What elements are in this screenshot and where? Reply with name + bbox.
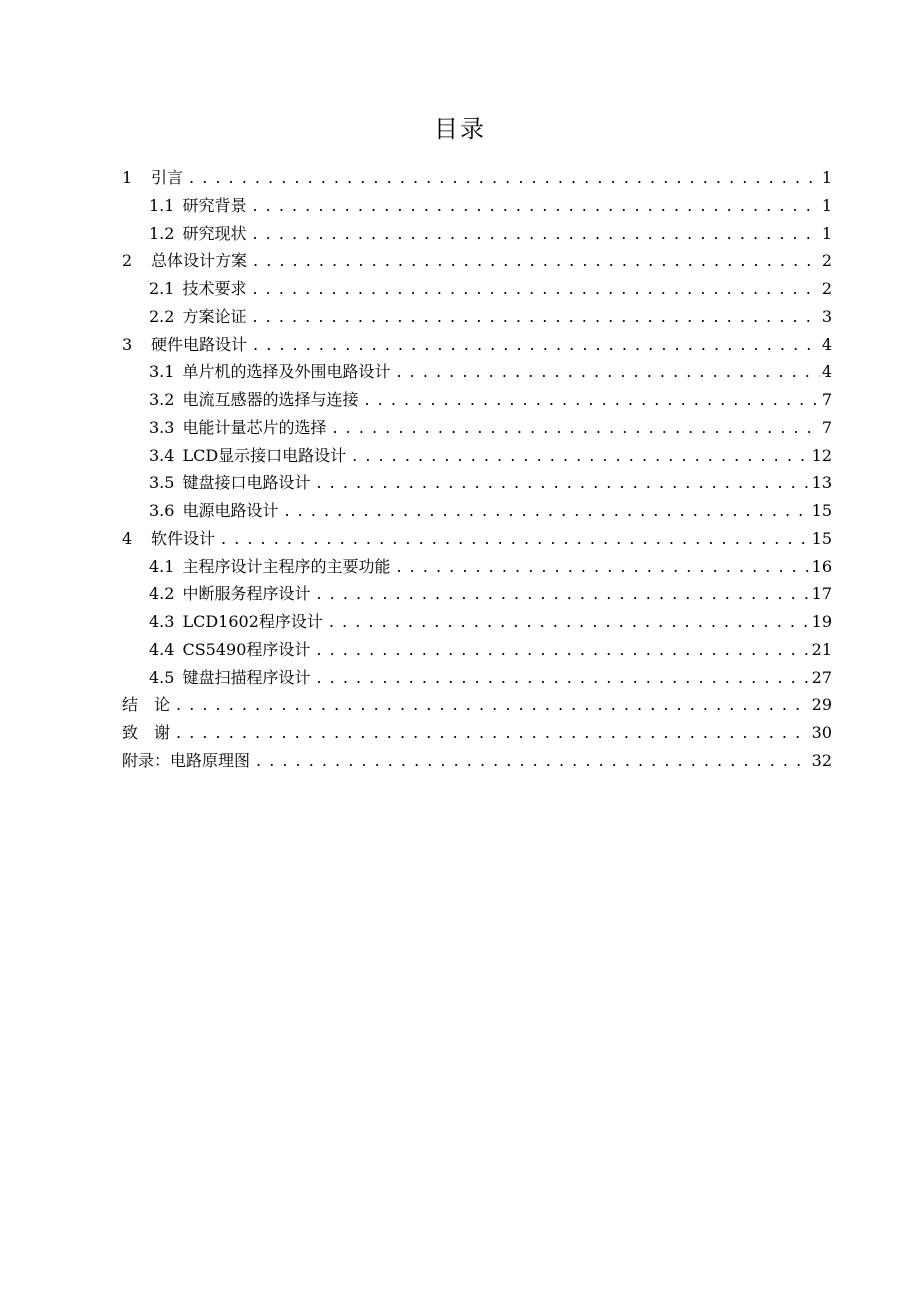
toc-entry[interactable]: [122, 636, 832, 664]
toc-entry-label: 单片机的选择及外围电路设计: [182, 362, 391, 382]
toc-entry-page-number: 7: [821, 417, 832, 437]
toc-entry-number: 2.1: [149, 279, 175, 298]
toc-entry-label: 附录：电路原理图: [122, 750, 251, 770]
toc-entry-page-number: 21: [811, 639, 832, 659]
toc-entry-number: 4.3: [149, 612, 175, 631]
toc-entry-number: 4.5: [149, 667, 175, 687]
toc-dot-leader: [252, 192, 819, 220]
toc-entry-number: 2: [122, 251, 133, 271]
toc-dot-leader: [332, 414, 819, 442]
toc-entry-label: 主程序设计主程序的主要功能: [182, 556, 391, 576]
toc-entry-page-number: 27: [811, 667, 832, 687]
toc-entry-label: 硬件电路设计: [151, 334, 248, 354]
toc-entry-label: LCD显示接口电路设计: [182, 445, 347, 465]
toc-entry-label: 键盘接口电路设计: [182, 473, 311, 493]
toc-entry[interactable]: [122, 719, 832, 747]
toc-entry-page-number: 13: [811, 473, 832, 493]
toc-entry-label: 键盘扫描程序设计: [182, 667, 311, 687]
toc-entry-label: 技术要求: [182, 279, 247, 298]
toc-title: 目录: [434, 115, 486, 143]
toc-dot-leader: [396, 358, 819, 386]
toc-entry-number: 3.3: [149, 417, 175, 437]
toc-entry[interactable]: [122, 275, 832, 303]
toc-entry-number: 3: [122, 334, 133, 354]
toc-entry-label: 总体设计方案: [151, 251, 248, 271]
toc-entry-number: 3.2: [149, 390, 175, 409]
toc-dot-leader: [352, 442, 809, 470]
toc-entry-label: 电源电路设计: [182, 501, 279, 520]
toc-entry-label: 方案论证: [182, 306, 247, 326]
toc-entry-label: 引言: [151, 168, 184, 187]
toc-entry-number: 3.1: [149, 362, 175, 382]
toc-entry[interactable]: [122, 497, 832, 525]
toc-entry-page-number: 17: [811, 584, 832, 604]
toc-dot-leader: [256, 747, 810, 775]
toc-entry-page-number: 15: [811, 528, 832, 548]
toc-dot-leader: [253, 331, 820, 359]
toc-dot-leader: [221, 525, 810, 553]
toc-entry-number: 2.2: [149, 306, 175, 326]
toc-dot-leader: [316, 664, 809, 692]
toc-entry-page-number: 2: [821, 251, 832, 271]
toc-entry-label: 致 谢: [122, 723, 171, 742]
toc-entry[interactable]: [122, 664, 832, 692]
toc-entry-page-number: 4: [821, 362, 832, 382]
toc-entry-page-number: 4: [821, 334, 832, 354]
toc-entry-number: 1: [122, 168, 133, 187]
toc-entry-page-number: 12: [811, 445, 832, 465]
toc-entry-label: CS5490程序设计: [182, 639, 311, 659]
toc-entry[interactable]: [122, 691, 832, 719]
toc-entry-page-number: 29: [811, 695, 832, 715]
toc-entry-number: 3.4: [149, 445, 175, 465]
toc-entry-page-number: 32: [811, 750, 832, 770]
toc-entry[interactable]: [122, 442, 832, 470]
toc-entry[interactable]: [122, 608, 832, 636]
toc-entry[interactable]: [122, 358, 832, 386]
toc-entry[interactable]: [122, 580, 832, 608]
toc-entry-number: 4.2: [149, 584, 175, 604]
toc-entry-page-number: 1: [821, 195, 832, 215]
toc-entry[interactable]: [122, 331, 832, 359]
toc-entry[interactable]: [122, 553, 832, 581]
toc-entry-label: 研究背景: [182, 195, 247, 215]
toc-list: [122, 164, 832, 775]
toc-entry-page-number: 7: [821, 390, 832, 409]
toc-entry[interactable]: [122, 414, 832, 442]
toc-dot-leader: [176, 719, 810, 747]
toc-entry-page-number: 3: [821, 306, 832, 326]
toc-dot-leader: [316, 469, 809, 497]
toc-dot-leader: [252, 220, 819, 248]
toc-entry[interactable]: [122, 192, 832, 220]
toc-entry-label: 中断服务程序设计: [182, 584, 311, 604]
toc-dot-leader: [252, 275, 819, 303]
toc-entry-number: 1.1: [149, 195, 175, 215]
toc-entry[interactable]: [122, 469, 832, 497]
toc-entry-number: 4.1: [149, 556, 175, 576]
toc-dot-leader: [396, 553, 809, 581]
toc-entry-page-number: 30: [811, 723, 832, 742]
toc-dot-leader: [364, 386, 819, 414]
toc-dot-leader: [316, 636, 809, 664]
toc-entry-page-number: 1: [821, 168, 832, 187]
toc-entry-page-number: 2: [821, 279, 832, 298]
toc-entry[interactable]: [122, 747, 832, 775]
toc-dot-leader: [284, 497, 809, 525]
toc-entry[interactable]: [122, 247, 832, 275]
toc-entry-label: 软件设计: [151, 528, 216, 548]
toc-entry-page-number: 1: [821, 223, 832, 243]
toc-entry-label: 电能计量芯片的选择: [182, 417, 327, 437]
toc-entry-label: 电流互感器的选择与连接: [182, 390, 359, 409]
toc-entry[interactable]: [122, 164, 832, 192]
toc-dot-leader: [329, 608, 810, 636]
toc-entry-label: 研究现状: [182, 223, 247, 243]
toc-entry-number: 3.6: [149, 501, 175, 520]
toc-entry-number: 4: [122, 528, 133, 548]
toc-entry[interactable]: [122, 303, 832, 331]
toc-entry-page-number: 19: [811, 612, 832, 631]
toc-dot-leader: [316, 580, 809, 608]
toc-entry-label: 结 论: [122, 695, 171, 715]
toc-entry-number: 3.5: [149, 473, 175, 493]
toc-entry-page-number: 16: [811, 556, 832, 576]
toc-entry[interactable]: [122, 386, 832, 414]
toc-entry[interactable]: [122, 220, 832, 248]
toc-dot-leader: [253, 247, 820, 275]
toc-dot-leader: [252, 303, 819, 331]
toc-dot-leader: [189, 164, 820, 192]
toc-dot-leader: [176, 691, 810, 719]
toc-entry-page-number: 15: [811, 501, 832, 520]
toc-entry-number: 1.2: [149, 223, 175, 243]
toc-entry-number: 4.4: [149, 639, 175, 659]
toc-entry-label: LCD1602程序设计: [182, 612, 323, 631]
toc-entry[interactable]: [122, 525, 832, 553]
